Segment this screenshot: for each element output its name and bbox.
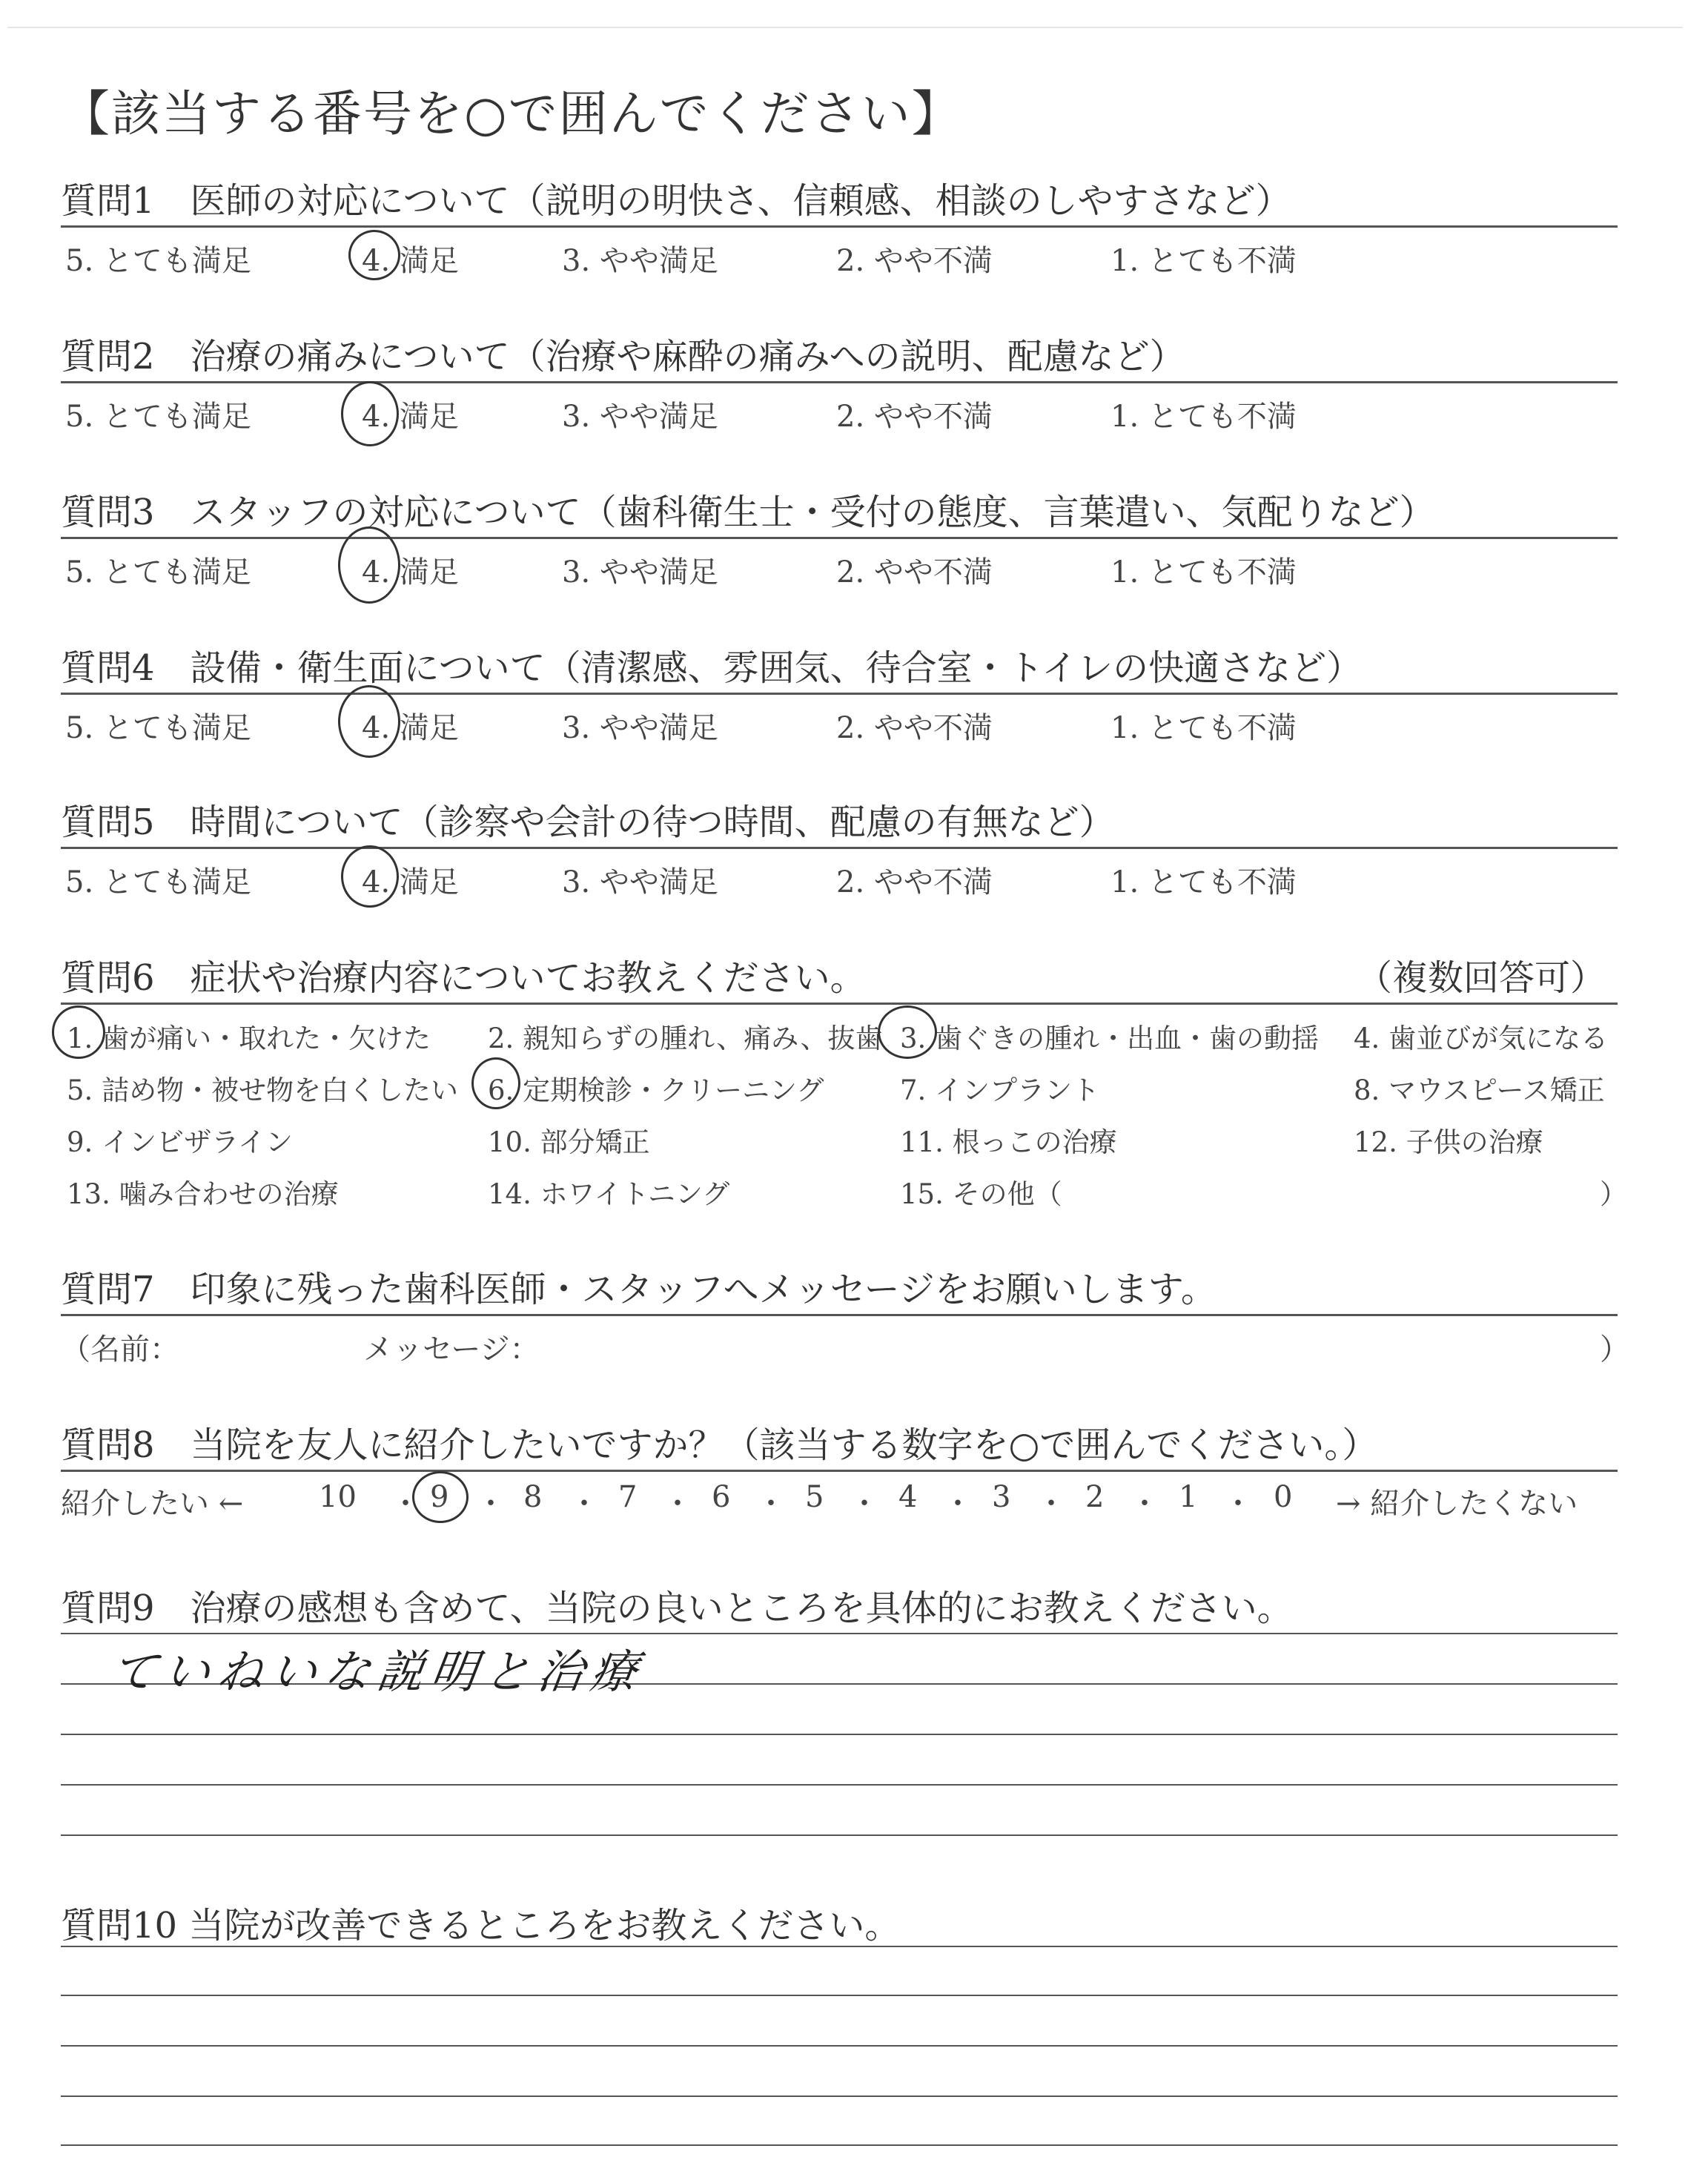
- question-7-title: 質問7 印象に残った歯科医師・スタッフへメッセージをお願いします。: [61, 1269, 1217, 1310]
- q5-option-3[interactable]: 3. やや満足: [562, 865, 718, 899]
- q4-option-2[interactable]: 2. やや不満: [836, 711, 993, 745]
- q8-scale-2[interactable]: 2: [1085, 1480, 1105, 1514]
- question-4-rule: [61, 693, 1618, 695]
- question-4-title: 質問4 設備・衛生面について（清潔感、雰囲気、待合室・トイレの快適さなど）: [61, 647, 1363, 689]
- q8-dot: ・: [756, 1487, 786, 1521]
- q8-scale-8[interactable]: 8: [523, 1480, 543, 1514]
- q6-item-8[interactable]: 8. マウスピース矯正: [1354, 1074, 1605, 1106]
- q1-option-1[interactable]: 1. とても不満: [1110, 244, 1297, 278]
- q8-dot: ・: [391, 1487, 420, 1521]
- q6-item-15[interactable]: 15. その他（: [900, 1178, 1062, 1210]
- question-6-title: 質問6 症状や治療内容についてお教えください。: [61, 957, 866, 999]
- q8-left-label: 紹介したい ←: [61, 1487, 244, 1521]
- q5-option-2[interactable]: 2. やや不満: [836, 865, 993, 899]
- q6-item-10[interactable]: 10. 部分矯正: [488, 1126, 650, 1158]
- q2-option-5[interactable]: 5. とても満足: [65, 400, 251, 434]
- question-5-title: 質問5 時間について（診察や会計の待つ時間、配慮の有無など）: [61, 802, 1115, 843]
- q3-option-2[interactable]: 2. やや不満: [836, 555, 993, 589]
- q8-right-label: → 紹介したくない: [1336, 1487, 1578, 1521]
- q6-item-11[interactable]: 11. 根っこの治療: [900, 1126, 1117, 1158]
- q2-option-4[interactable]: 4. 満足: [362, 400, 459, 434]
- q3-option-3[interactable]: 3. やや満足: [562, 555, 718, 589]
- question-9: [61, 1579, 1618, 1631]
- q6-item-6[interactable]: 6. 定期検診・クリーニング: [488, 1074, 824, 1106]
- question-1: [61, 172, 1618, 278]
- q9-writing-line: [61, 1734, 1618, 1735]
- q5-selected-circle: [341, 845, 399, 908]
- scan-top-edge: [7, 27, 1683, 28]
- q3-option-1[interactable]: 1. とても不満: [1110, 555, 1297, 589]
- q6-item-5[interactable]: 5. 詰め物・被せ物を白くしたい: [67, 1074, 459, 1106]
- q8-scale-3[interactable]: 3: [992, 1480, 1011, 1514]
- q9-writing-line: [61, 1834, 1618, 1836]
- q8-dot: ・: [476, 1487, 506, 1521]
- q3-option-4[interactable]: 4. 満足: [362, 555, 459, 589]
- q8-selected-circle: [412, 1471, 469, 1523]
- question-3-rule: [61, 537, 1618, 539]
- question-8-title: 質問8 当院を友人に紹介したいですか？（該当する数字を○で囲んでください。）: [61, 1424, 1378, 1466]
- q2-option-2[interactable]: 2. やや不満: [836, 400, 993, 434]
- q8-dot: ・: [569, 1487, 599, 1521]
- q8-scale-9[interactable]: 9: [430, 1480, 449, 1514]
- question-2: [61, 328, 1618, 434]
- q10-writing-line: [61, 1995, 1618, 1996]
- q8-scale-6[interactable]: 6: [712, 1480, 731, 1514]
- question-1-rule: [61, 225, 1618, 228]
- q7-close-paren: ）: [1600, 1332, 1629, 1367]
- question-6-note: （複数回答可）: [1357, 957, 1606, 999]
- question-3-title: 質問3 スタッフの対応について（歯科衛生士・受付の態度、言葉遣い、気配りなど）: [61, 492, 1435, 533]
- q10-writing-line: [61, 1946, 1618, 1947]
- q4-option-1[interactable]: 1. とても不満: [1110, 711, 1297, 745]
- q8-scale-0[interactable]: 0: [1274, 1480, 1293, 1514]
- q6-item-2[interactable]: 2. 親知らずの腫れ、痛み、抜歯: [488, 1023, 883, 1054]
- q2-selected-circle: [341, 381, 399, 446]
- question-8-rule: [61, 1470, 1618, 1472]
- q5-option-5[interactable]: 5. とても満足: [65, 865, 251, 899]
- q8-dot: ・: [943, 1487, 973, 1521]
- q9-handwritten-answer[interactable]: ていねいな説明と治療: [107, 1645, 649, 1699]
- q8-dot: ・: [1130, 1487, 1159, 1521]
- question-7-rule: [61, 1314, 1618, 1316]
- q4-selected-circle: [338, 685, 400, 758]
- question-1-title: 質問1 医師の対応について（説明の明快さ、信頼感、相談のしやすさなど）: [61, 180, 1291, 222]
- q8-scale-5[interactable]: 5: [805, 1480, 824, 1514]
- question-3: [61, 483, 1618, 589]
- q9-writing-line: [61, 1633, 1618, 1634]
- q8-scale-4[interactable]: 4: [898, 1480, 918, 1514]
- q8-dot: ・: [1223, 1487, 1253, 1521]
- q6-selected-circle-3: [878, 1005, 937, 1059]
- question-10: [61, 1897, 1618, 1948]
- q2-option-3[interactable]: 3. やや満足: [562, 400, 718, 434]
- page-title: 【該当する番号を○で囲んでください】: [61, 85, 962, 142]
- q1-option-2[interactable]: 2. やや不満: [836, 244, 993, 278]
- q1-option-3[interactable]: 3. やや満足: [562, 244, 718, 278]
- q6-item-7[interactable]: 7. インプラント: [900, 1074, 1100, 1106]
- q10-writing-line: [61, 2144, 1618, 2146]
- question-2-title: 質問2 治療の痛みについて（治療や麻酔の痛みへの説明、配慮など）: [61, 336, 1185, 377]
- question-4: [61, 639, 1618, 745]
- q7-name-label: （名前：: [61, 1332, 179, 1367]
- q8-dot: ・: [850, 1487, 879, 1521]
- q9-writing-line: [61, 1784, 1618, 1786]
- q3-option-5[interactable]: 5. とても満足: [65, 555, 251, 589]
- q1-selected-circle: [348, 230, 400, 280]
- q8-scale-7[interactable]: 7: [618, 1480, 638, 1514]
- q8-dot: ・: [663, 1487, 692, 1521]
- q6-selected-circle-6: [471, 1057, 520, 1109]
- question-9-title: 質問9 治療の感想も含めて、当院の良いところを具体的にお教えください。: [61, 1588, 1293, 1629]
- question-5: [61, 793, 1618, 899]
- q3-selected-circle: [338, 526, 400, 604]
- q8-scale-10[interactable]: 10: [319, 1480, 357, 1514]
- q6-item-12[interactable]: 12. 子供の治療: [1354, 1126, 1543, 1158]
- q10-writing-line: [61, 2045, 1618, 2047]
- question-5-rule: [61, 847, 1618, 849]
- q4-option-3[interactable]: 3. やや満足: [562, 711, 718, 745]
- q6-item-14[interactable]: 14. ホワイトニング: [488, 1178, 730, 1210]
- question-6: [61, 949, 1627, 1210]
- q5-option-4[interactable]: 4. 満足: [362, 865, 459, 899]
- q6-item-3[interactable]: 3. 歯ぐきの腫れ・出血・歯の動揺: [900, 1023, 1320, 1054]
- q6-item-1[interactable]: 1. 歯が痛い・取れた・欠けた: [67, 1023, 431, 1054]
- q6-item-4[interactable]: 4. 歯並びが気になる: [1354, 1023, 1609, 1054]
- q1-option-5[interactable]: 5. とても満足: [65, 244, 251, 278]
- q10-writing-line: [61, 2095, 1618, 2097]
- q5-option-1[interactable]: 1. とても不満: [1110, 865, 1297, 899]
- q7-message-label: メッセージ：: [363, 1332, 540, 1367]
- q8-dot: ・: [1036, 1487, 1066, 1521]
- q4-option-4[interactable]: 4. 満足: [362, 711, 459, 745]
- q6-item-9[interactable]: 9. インビザライン: [67, 1126, 293, 1158]
- q2-option-1[interactable]: 1. とても不満: [1110, 400, 1297, 434]
- question-2-rule: [61, 381, 1618, 383]
- q6-item-15-close: ）: [1600, 1178, 1627, 1210]
- question-8: [61, 1416, 1618, 1521]
- q6-selected-circle-1: [52, 1005, 105, 1059]
- q4-option-5[interactable]: 5. とても満足: [65, 711, 251, 745]
- question-6-rule: [61, 1003, 1618, 1005]
- question-7: [61, 1261, 1629, 1367]
- question-10-title: 質問10 当院が改善できるところをお教えください。: [61, 1905, 901, 1946]
- q1-option-4[interactable]: 4. 満足: [362, 244, 459, 278]
- q6-item-13[interactable]: 13. 噛み合わせの治療: [67, 1178, 339, 1210]
- q8-scale-1[interactable]: 1: [1179, 1480, 1198, 1514]
